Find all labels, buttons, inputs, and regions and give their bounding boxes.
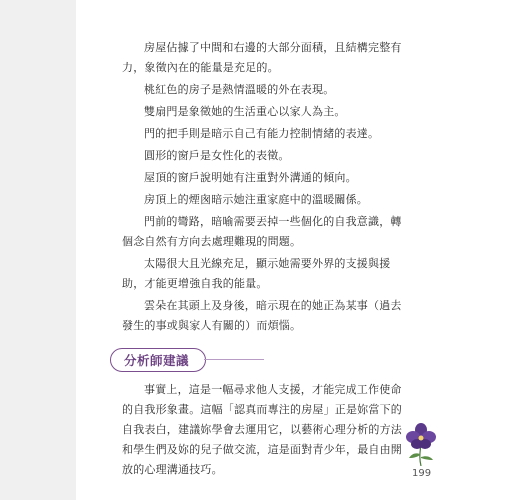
left-margin-band <box>0 0 76 500</box>
paragraph-9: 太陽很大且光線充足，顯示她需要外界的支援與援助，才能更增強自我的能量。 <box>122 257 391 290</box>
paragraph-8: 門前的彎路，暗喻需要丟掉一些個化的自我意識，轉個念自然有方向去處理難現的問題。 <box>122 215 402 248</box>
paragraph-10: 雲朵在其頭上及身後，暗示現在的她正為某事（過去發生的事或與家人有關的）而煩惱。 <box>122 299 402 332</box>
advice-paragraph: 事實上，這是一幅尋求他人支援，才能完成工作使命的自我形象畫。這幅「認真而專注的房屋」正是妳當下的自我表白，建議妳學會去運用它，以藝術心理分析的方法和學生們及妳的兒子做交流，這是面對青少年，最自由開放的心理溝通技巧。 <box>122 383 402 476</box>
paragraph-7: 房頂上的煙囪暗示她注重家庭中的溫暖關係。 <box>144 193 368 206</box>
page-number: 199 <box>412 468 432 479</box>
page-content <box>122 38 402 482</box>
paragraph-6: 屋頂的窗戶說明她有注重對外溝通的傾向。 <box>144 171 357 184</box>
paragraph-3: 雙扇門是象徵她的生活重心以家人為主。 <box>144 105 346 118</box>
paragraph-1: 房屋佔據了中間和右邊的大部分面積，且結構完整有力，象徵內在的能量是充足的。 <box>122 41 402 74</box>
section-heading <box>122 348 402 374</box>
section-heading-text: 分析師建議 <box>124 353 190 368</box>
paragraph-5: 圓形的窗戶是女性化的表徵。 <box>144 149 290 162</box>
section-heading-rule <box>204 359 264 360</box>
paragraph-2: 桃紅色的房子是熱情溫暖的外在表現。 <box>144 83 335 96</box>
violet-flower-icon <box>404 422 438 466</box>
paragraph-4: 門的把手則是暗示自己有能力控制情緒的表達。 <box>144 127 380 140</box>
